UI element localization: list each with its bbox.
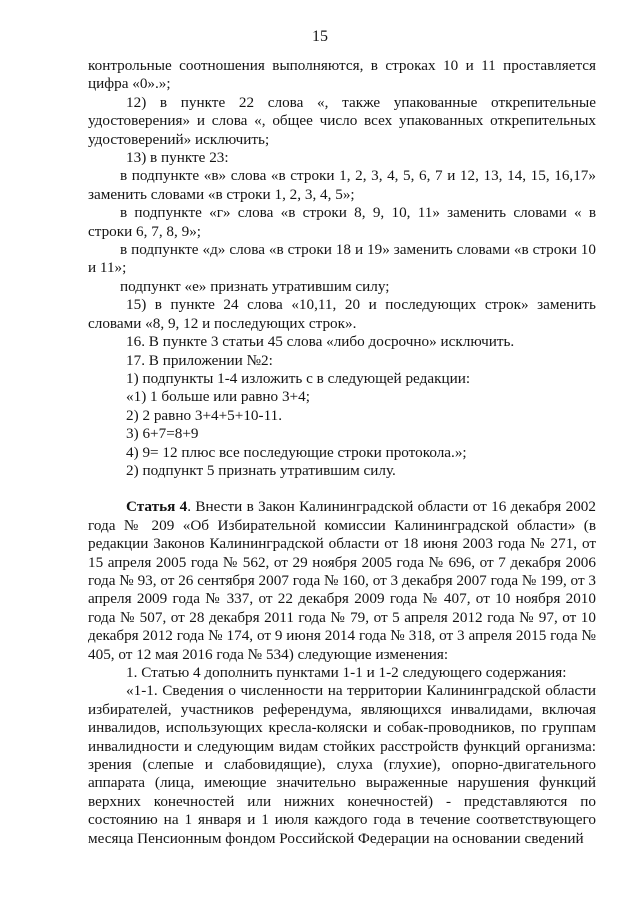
paragraph: 2) 2 равно 3+4+5+10-11.: [126, 406, 283, 424]
article-paragraph: [88, 498, 596, 664]
paragraph: подпункт «е» признать утратившим силу;: [120, 277, 390, 295]
document-body: [88, 57, 596, 848]
paragraph: 15) в пункте 24 слова «10,11, 20 и последующих строк» заменить словами «8, 9, 12 и последующих строк».: [88, 296, 596, 332]
paragraph: контрольные соотношения выполняются, в строках 10 и 11 проставляется цифра «0».»;: [88, 57, 596, 93]
paragraph: 12) в пункте 22 слова «, также упакованные открепительные удостоверения» и слова «, общее число всех упакованных открепительных удостоверений» исключить;: [88, 93, 596, 148]
spacer: [88, 480, 596, 498]
paragraph: «1-1. Сведения о численности на территории Калининградской области избирателей, участников референдума, являющихся инвалидами, включая инвалидов, использующих кресла-коляски и собак-проводников, по группам инвалидности и следующим видам стойких расстройств функций организма: зрения (слепые и слабовидящие), слуха (глухие), опорно-двигательного аппарата (лица, имеющие значительно выраженные нарушения функций верхних конечностей или нижних конечностей) - представляются по состоянию на 1 января и 1 июля каждого года в течение соответствующего месяца Пенсионным фондом Российской Федерации на основании сведений: [88, 682, 596, 847]
article-text: . Внести в Закон Калининградской области от 16 декабря 2002 года № 209 «Об Избирательной комиссии Калининградской области» (в редакции Законов Калининградской области от 18 июня 2003 года № 271, от 15 апреля 2005 года № 562, от 29 ноября 2005 года № 696, от 7 декабря 2006 года № 93, от 26 сентября 2007 года № 160, от 3 декабря 2007 года № 199, от 3 апреля 2009 года № 337, от 22 декабря 2009 года № 407, от 10 ноября 2010 года № 507, от 28 декабря 2011 года № 79, от 5 апреля 2012 года № 97, от 10 декабря 2012 года № 174, от 9 июня 2014 года № 318, от 3 апреля 2015 года № 405, от 12 мая 2016 года № 534) следующие изменения:: [88, 498, 596, 663]
paragraph: 13) в пункте 23:: [126, 149, 229, 167]
paragraph: 16. В пункте 3 статьи 45 слова «либо досрочно» исключить.: [126, 333, 515, 351]
paragraph: 1) подпункты 1-4 изложить с в следующей редакции:: [126, 369, 471, 387]
paragraph: 17. В приложении №2:: [126, 351, 273, 369]
article-label: Статья 4: [126, 498, 188, 516]
paragraph: 4) 9= 12 плюс все последующие строки протокола.»;: [126, 443, 467, 461]
paragraph: «1) 1 больше или равно 3+4;: [126, 388, 310, 406]
paragraph: 1. Статью 4 дополнить пунктами 1-1 и 1-2 следующего содержания:: [126, 664, 567, 681]
paragraph: в подпункте «д» слова «в строки 18 и 19» заменить словами «в строки 10 и 11»;: [88, 241, 596, 277]
page-number: 15: [312, 28, 328, 45]
paragraph: в подпункте «г» слова «в строки 8, 9, 10, 11» заменить словами « в строки 6, 7, 8, 9»;: [88, 204, 596, 240]
paragraph: в подпункте «в» слова «в строки 1, 2, 3, 4, 5, 6, 7 и 12, 13, 14, 15, 16,17» заменить словами «в строки 1, 2, 3, 4, 5»;: [88, 167, 596, 203]
paragraph: 3) 6+7=8+9: [126, 425, 199, 443]
paragraph: 2) подпункт 5 признать утратившим силу.: [126, 461, 396, 479]
